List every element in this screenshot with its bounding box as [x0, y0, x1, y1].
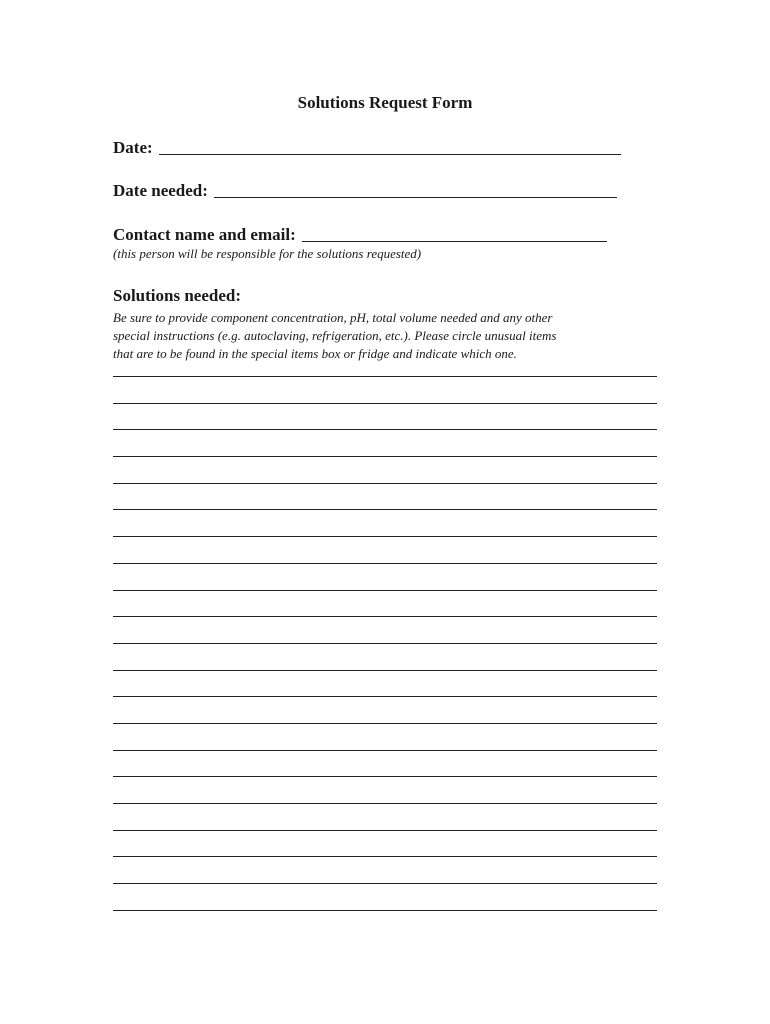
- answer-line[interactable]: [113, 616, 657, 617]
- answer-line[interactable]: [113, 883, 657, 884]
- answer-line[interactable]: [113, 723, 657, 724]
- instructions-line: that are to be found in the special items box or fridge and indicate which one.: [113, 346, 517, 361]
- instructions-line: Be sure to provide component concentration, pH, total volume needed and any other: [113, 310, 553, 325]
- answer-line[interactable]: [113, 403, 657, 404]
- contact-label: Contact name and email:: [113, 225, 296, 244]
- answer-line[interactable]: [113, 643, 657, 644]
- answer-line[interactable]: [113, 830, 657, 831]
- answer-line[interactable]: [113, 456, 657, 457]
- answer-line[interactable]: [113, 509, 657, 510]
- solutions-instructions: [113, 309, 658, 363]
- answer-lines: [113, 376, 657, 936]
- instructions-line: special instructions (e.g. autoclaving, refrigeration, etc.). Please circle unusual items: [113, 328, 557, 343]
- date-needed-label: Date needed:: [113, 181, 208, 200]
- date-field: [113, 138, 621, 158]
- answer-line[interactable]: [113, 376, 657, 377]
- answer-line[interactable]: [113, 856, 657, 857]
- date-needed-field: [113, 181, 617, 201]
- answer-line[interactable]: [113, 696, 657, 697]
- answer-line[interactable]: [113, 536, 657, 537]
- answer-line[interactable]: [113, 670, 657, 671]
- answer-line[interactable]: [113, 429, 657, 430]
- contact-blank-line[interactable]: [302, 227, 607, 242]
- answer-line[interactable]: [113, 776, 657, 777]
- date-label: Date:: [113, 138, 153, 157]
- answer-line[interactable]: [113, 563, 657, 564]
- answer-line[interactable]: [113, 483, 657, 484]
- date-blank-line[interactable]: [159, 140, 621, 155]
- answer-line[interactable]: [113, 803, 657, 804]
- answer-line[interactable]: [113, 910, 657, 911]
- answer-line[interactable]: [113, 750, 657, 751]
- answer-line[interactable]: [113, 590, 657, 591]
- contact-field: [113, 225, 607, 245]
- form-title: Solutions Request Form: [297, 93, 473, 112]
- date-needed-blank-line[interactable]: [214, 183, 617, 198]
- solutions-heading: Solutions needed:: [113, 286, 241, 305]
- contact-note: (this person will be responsible for the solutions requested): [113, 246, 422, 261]
